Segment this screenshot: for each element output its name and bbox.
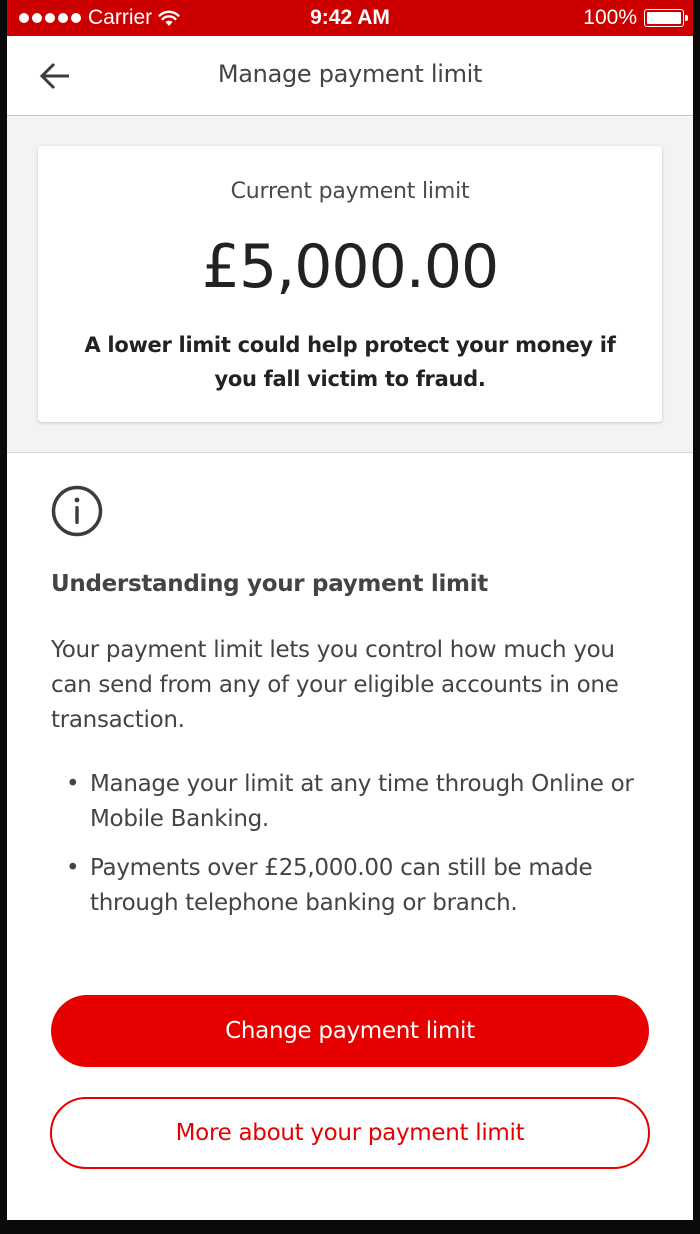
bullet-icon: • [66, 771, 80, 797]
page-title: Manage payment limit [217, 60, 483, 88]
info-heading: Understanding your payment limit [51, 571, 488, 597]
phone-screen [7, 0, 693, 1220]
more-about-payment-limit-button[interactable]: More about your payment limit [50, 1097, 650, 1169]
info-bullet-text: Manage your limit at any time through Online or Mobile Banking. [90, 771, 634, 832]
fraud-protection-note: A lower limit could help protect your money if you fall victim to fraud. [84, 333, 616, 391]
info-circle-icon [51, 485, 103, 537]
current-limit-card [38, 146, 662, 422]
status-right [583, 6, 684, 30]
info-bullet-text: Payments over £25,000.00 can still be made through telephone banking or branch. [90, 855, 593, 916]
current-limit-amount: £5,000.00 [201, 232, 499, 302]
limit-summary-area [7, 117, 693, 453]
battery-icon [644, 9, 684, 27]
info-bullet-item [51, 851, 661, 921]
bullet-icon: • [66, 855, 80, 881]
status-bar [7, 0, 693, 36]
info-bullet-item [51, 767, 661, 837]
info-bullet-list [51, 767, 661, 935]
nav-bar [7, 36, 693, 116]
carrier-name: Carrier [88, 6, 153, 29]
info-paragraph: Your payment limit lets you control how much you can send from any of your eligible accounts in one transaction. [51, 637, 619, 733]
status-time: 9:42 AM [310, 6, 390, 29]
current-limit-label: Current payment limit [230, 179, 470, 204]
battery-percentage: 100% [583, 6, 637, 29]
change-payment-limit-button[interactable]: Change payment limit [51, 995, 649, 1067]
